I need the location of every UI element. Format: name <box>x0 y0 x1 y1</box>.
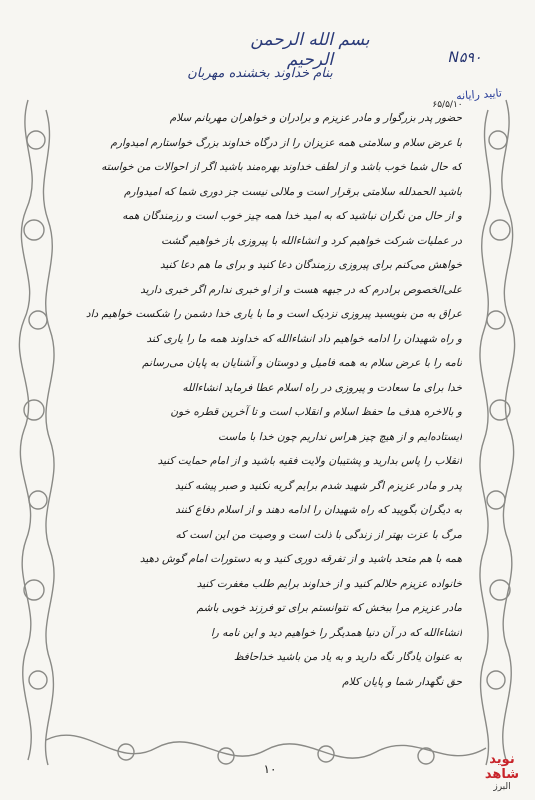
letter-line: انشاءالله که در آن دنیا همدیگر را خواهیم دید و این نامه را <box>210 626 462 639</box>
letter-line: حضور پدر بزرگوار و مادر عزیزم و برادران و خواهران مهربانم سلام <box>169 112 462 124</box>
letter-date: ۶۵/۵/۱۰ <box>432 100 463 110</box>
letter-line: با عرض سلام و سلامتی همه عزیزان را از درگاه خداوند بزرگ خواستارم امیدوارم <box>110 136 462 149</box>
approval-stamp: تایید رایانه <box>455 86 503 103</box>
letter-line: مادر عزیزم مرا ببخش که نتوانستم برای تو فرزند خوبی باشم <box>196 602 462 614</box>
letter-line: مرگ با عزت بهتر از زندگی با ذلت است و وصیت من این است که <box>175 528 462 541</box>
letter-line: علی‌الخصوص برادرم که در جبهه هست و از او خبری ندارم اگر خبری دارید <box>140 283 462 296</box>
letter-line: حق نگهدار شما و پایان کلام <box>342 675 462 688</box>
letter-line: ایستاده‌ایم و از هیچ چیز هراس نداریم چون خدا با ماست <box>218 430 462 443</box>
letter-line: باشید الحمدلله سلامتی برقرار است و ملالی نیست جز دوری شما که امیدوارم <box>123 185 462 198</box>
footer-page-number: ۱۰ <box>263 762 277 776</box>
letter-line: که حال شما خوب باشد و از لطف خداوند بهره‌مند باشید اگر از احوالات من خواسته <box>101 161 462 173</box>
letter-line: خانواده عزیزم حلالم کنید و از خداوند برایم طلب مغفرت کنید <box>196 577 462 590</box>
letter-line: به عنوان یادگار نگه دارید و به یاد من باشید خداحافظ <box>233 651 462 663</box>
logo-title: نوید شاهد <box>484 752 520 782</box>
letter-line: انقلاب را پاس بدارید و پشتیبان ولایت فقیه باشید و از امام حمایت کنید <box>157 455 462 467</box>
letter-line: پدر و مادر عزیزم اگر شهید شدم برایم گریه نکنید و صبر پیشه کنید <box>175 479 462 492</box>
letter-line: همه با هم متحد باشید و از تفرقه دوری کنید و به دستورات امام گوش دهید <box>139 553 462 565</box>
document-number: N۵۹۰ <box>448 50 482 66</box>
letter-line: خدا برای ما سعادت و پیروزی در راه اسلام عطا فرماید انشاءالله <box>182 381 462 394</box>
logo-region: البرز <box>493 782 511 792</box>
letter-line: و راه شهیدان را ادامه خواهیم داد انشاءالله که خداوند همه ما را یاری کند <box>146 332 462 345</box>
letter-line: خواهش می‌کنم برای پیروزی رزمندگان دعا کنید و برای ما هم دعا کنید <box>159 259 462 271</box>
handwritten-letter-body <box>60 106 462 694</box>
letter-line: به دیگران بگویید که راه شهیدان را ادامه دهند و از اسلام دفاع کنند <box>175 504 462 516</box>
letter-line: در عملیات شرکت خواهیم کرد و انشاءالله با پیروزی باز خواهیم گشت <box>161 234 462 247</box>
navid-shahed-logo <box>472 752 532 796</box>
letter-line: نامه را با عرض سلام به همه فامیل و دوستان و آشنایان به پایان می‌رسانم <box>142 357 462 369</box>
letter-line: عراق به من بنویسید پیروزی نزدیک است و ما با یاری خدا دشمن را شکست خواهیم داد <box>85 308 462 320</box>
letter-opening: بنام خداوند بخشنده مهربان <box>187 66 333 81</box>
letter-line: و از حال من نگران نباشید که به امید خدا همه چیز خوب است و رزمندگان همه <box>122 210 462 222</box>
letter-line: و بالاخره هدف ما حفظ اسلام و انقلاب است و تا آخرین قطره خون <box>170 406 462 418</box>
basmala-heading: بسم الله الرحمن الرحیم <box>250 30 370 70</box>
